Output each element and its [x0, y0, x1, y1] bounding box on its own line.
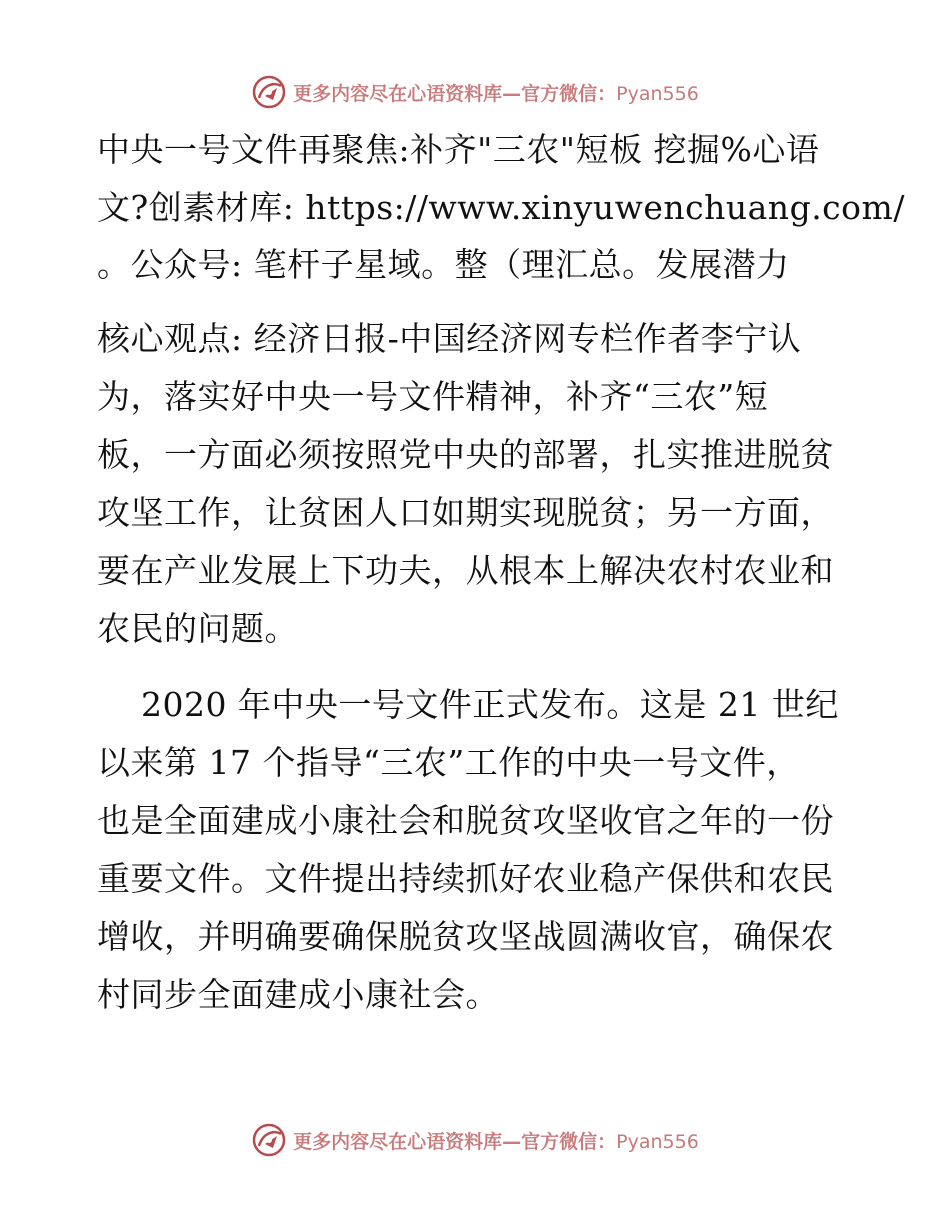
summary-line: 为，落实好中央一号文件精神，补齐“三农”短 [97, 377, 769, 416]
body-line: 2020 年中央一号文件正式发布。这是 21 世纪 [97, 685, 839, 724]
body-line: 也是全面建成小康社会和脱贫攻坚收官之年的一份 [97, 801, 834, 840]
footer-watermark [0, 1120, 950, 1160]
title-line: 。公众号: 笔杆子星域。整（理汇总。发展潜力 [97, 245, 790, 284]
brand-logo-icon [251, 1122, 287, 1158]
body-line: 增收，并明确要确保脱贫攻坚战圆满收官，确保农 [97, 917, 834, 956]
brand-logo-icon [251, 74, 287, 110]
summary-line: 攻坚工作，让贫困人口如期实现脱贫；另一方面， [97, 493, 834, 532]
body-line: 村同步全面建成小康社会。 [97, 975, 499, 1014]
body-line: 重要文件。文件提出持续抓好农业稳产保供和农民 [97, 859, 834, 898]
title-line: 文?创素材库: https://www.xinyuwenchuang.com/ [97, 188, 905, 227]
title-line: 中央一号文件再聚焦:补齐"三农"短板 挖掘%心语 [97, 130, 820, 169]
watermark-text: 更多内容尽在心语资料库—官方微信：Pyan556 [293, 82, 699, 105]
summary-line: 农民的问题。 [97, 609, 298, 648]
watermark-text: 更多内容尽在心语资料库—官方微信：Pyan556 [293, 1130, 699, 1153]
watermark-handle: Pyan556 [616, 82, 699, 105]
body-line: 以来第 17 个指导“三农”工作的中央一号文件， [97, 743, 800, 782]
summary-line: 核心观点: 经济日报-中国经济网专栏作者李宁认 [97, 319, 802, 358]
summary-line: 要在产业发展上下功夫，从根本上解决农村农业和 [97, 551, 834, 590]
summary-line: 板，一方面必须按照党中央的部署，扎实推进脱贫 [97, 435, 834, 474]
header-watermark [0, 72, 950, 112]
watermark-handle: Pyan556 [616, 1130, 699, 1153]
